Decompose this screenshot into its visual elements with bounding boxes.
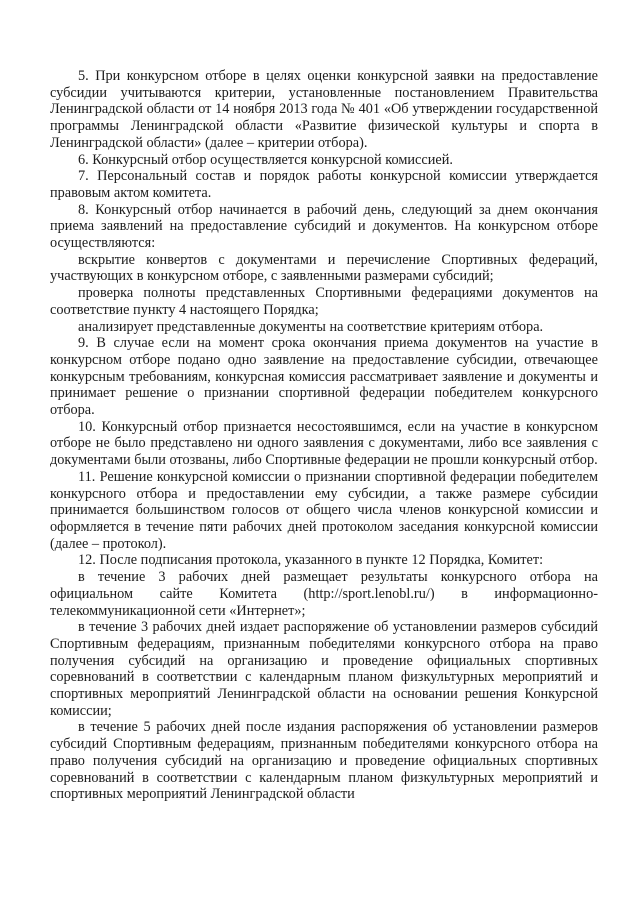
paragraph-5: 5. При конкурсном отборе в целях оценки конкурсной заявки на предоставление субсидии учитываются критерии, установленные постановлением Правительства Ленинградской области от 14 ноября 2013 года № 401 «Об утверждении государственной программы Ленинградской области «Развитие физической культуры и спорта в Ленинградской области» (далее – критерии отбора).	[50, 68, 598, 151]
paragraph-9: 9. В случае если на момент срока окончания приема документов на участие в конкурсном отборе подано одно заявление на предоставление субсидии, отвечающее конкурсным требованиям, конкурсная комиссия рассматривает заявление и документы и принимает решение о признании спортивной федерации победителем конкурсного отбора.	[50, 335, 598, 419]
paragraph-11: 11. Решение конкурсной комиссии о признании спортивной федерации победителем конкурсного отбора и предоставлении ему субсидии, а также размере субсидии принимается большинством голосов от общего числа членов конкурсной комиссии и оформляется в течение пяти рабочих дней протоколом заседания конкурсной комиссии (далее – протокол).	[50, 468, 598, 552]
paragraph-8-item-2: проверка полноты представленных Спортивными федерациями документов на соответствие пункту 4 настоящего Порядка;	[50, 285, 598, 318]
paragraph-8-item-1: вскрытие конвертов с документами и перечисление Спортивных федераций, участвующих в конкурсном отборе, с заявленными размерами субсидий;	[50, 251, 598, 285]
paragraph-7: 7. Персональный состав и порядок работы конкурсной комиссии утверждается правовым актом комитета.	[50, 168, 598, 201]
paragraph-10: 10. Конкурсный отбор признается несостоявшимся, если на участие в конкурсном отборе не было представлено ни одного заявления с документами, либо все заявления с документами были отозваны, либо Спортивные федерации не прошли конкурсный отбор.	[50, 418, 598, 469]
paragraph-12-item-3: в течение 5 рабочих дней после издания распоряжения об установлении размеров субсидий Спортивным федерациям, признанным победителями конкурсного отбора на право получения субсидий на организацию и проведение официальных спортивных соревнований в соответствии с календарным планом физкультурных мероприятий и спортивных мероприятий Ленинградской области	[50, 719, 598, 803]
paragraph-8: 8. Конкурсный отбор начинается в рабочий день, следующий за днем окончания приема заявлений на предоставление субсидий и документов. На конкурсном отборе осуществляются:	[50, 201, 598, 252]
paragraph-8-item-3: анализирует представленные документы на соответствие критериям отбора.	[78, 318, 544, 335]
paragraph-12-item-1: в течение 3 рабочих дней размещает результаты конкурсного отбора на официальном сайте Комитета (http://sport.lenobl.ru/) в информационно-телекоммуникационной сети «Интернет»;	[50, 569, 598, 619]
document-body	[50, 68, 598, 803]
paragraph-6: 6. Конкурсный отбор осуществляется конкурсной комиссией.	[78, 151, 453, 168]
paragraph-12-item-2: в течение 3 рабочих дней издает распоряжение об установлении размеров субсидий Спортивным федерациям, признанным победителями конкурсного отбора на право получения субсидий на организацию и проведение официальных спортивных соревнований в соответствии с календарным планом физкультурных мероприятий и спортивных мероприятий Ленинградской области на основании решения Конкурсной комиссии;	[50, 619, 598, 719]
paragraph-12: 12. После подписания протокола, указанного в пункте 12 Порядка, Комитет:	[78, 552, 544, 569]
